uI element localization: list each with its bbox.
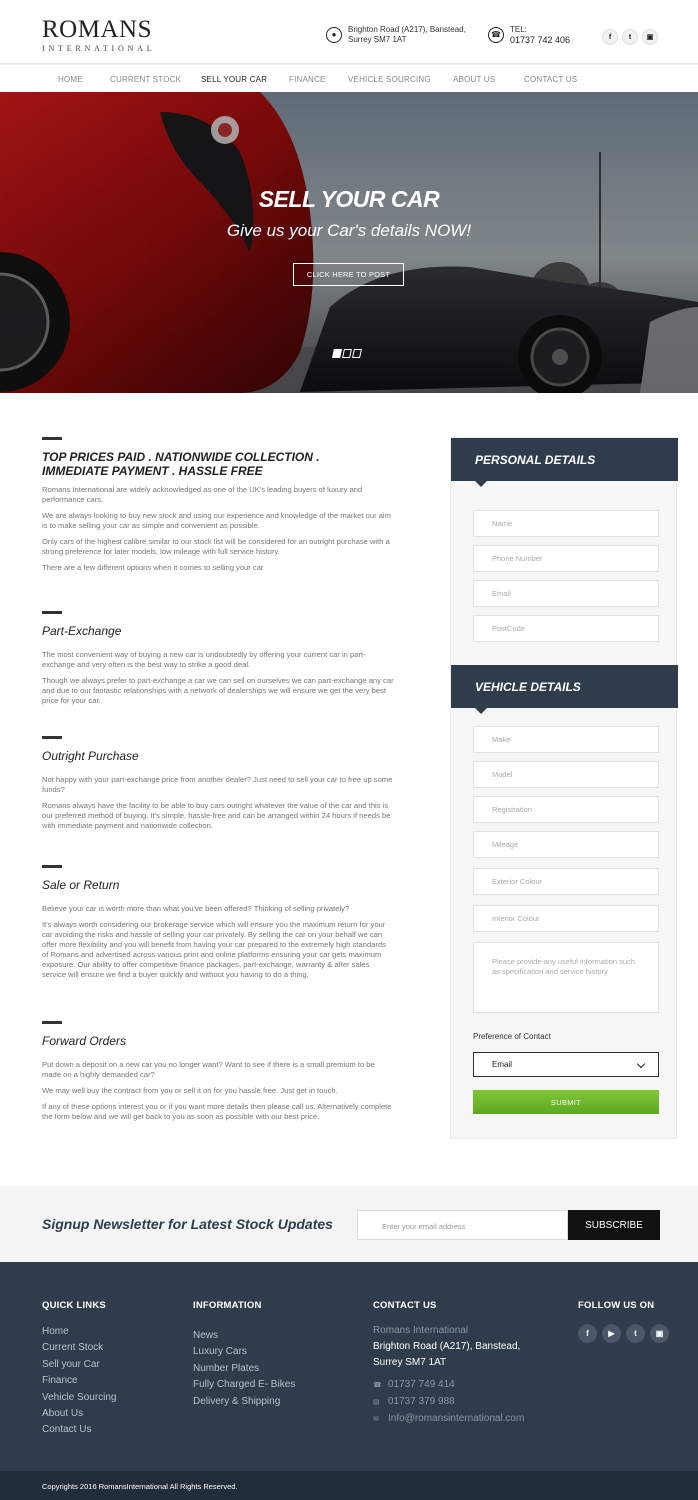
personal-details-heading: PERSONAL DETAILS [451,438,678,481]
intro-heading-line2: IMMEDIATE PAYMENT . HASSLE FREE [42,464,263,478]
footer-quick-links [42,1300,117,1439]
footer-link-home[interactable]: Home [42,1326,69,1337]
location-pin-icon: ● [326,27,342,43]
follow-heading: FOLLOW US ON [578,1300,655,1311]
fax-icon: ▤ [373,1399,380,1406]
sale-return-paragraph: It's always worth considering our brokerage service which will ensure you the maximum return for your car avoiding the risks and hassle of selling your car privately. By selling the car on your behalf we can offer more flexibility and you will benefit from having your car prepared to the extremely high standards of Romans and advertised across various print and online platforms ensuring your car gets maximum exposure. Our ability to offer competitive finance packages, part-exchange, warranty & after sales service will ensure we find a buyer quickly and without you having to do a thing. [42,920,386,979]
main-nav [0,64,698,92]
part-exchange-paragraph: Though we always prefer to part-exchange a car we can sell on ourselves we can part-exchange any car and due to our fantastic relationships with a network of dealerships we will ensure we get the very best price for your car. [42,676,394,705]
footer-information [193,1300,295,1410]
logo-sub-text: INTERNATIONAL [42,44,156,53]
interior-colour-input[interactable]: Interior Colour [473,905,659,932]
nav-vehicle-sourcing[interactable]: VEHICLE SOURCING [348,75,431,84]
site-header [0,0,698,64]
footer-link-luxury-cars[interactable]: Luxury Cars [193,1346,247,1358]
contact-phone-row[interactable] [373,1377,524,1394]
instagram-icon[interactable]: ▣ [642,29,658,45]
vehicle-details-heading: VEHICLE DETAILS [451,665,678,708]
part-exchange-section [42,611,394,706]
outright-paragraph: Romans always have the facility to be able to buy cars outright whatever the value of the car and this is our preferred method of buying. It's simple, hassle-free and can be arranged within 24 hours if needs be with immediate payment and nationwide collection. [42,801,391,830]
contact-address-line1: Brighton Road (A217), Banstead, [373,1341,521,1352]
exterior-colour-input[interactable]: Exterior Colour [473,868,659,895]
quick-links-heading: QUICK LINKS [42,1300,106,1311]
intro-section [42,437,394,573]
header-address-line2: Surrey SM7 1AT [348,35,407,44]
submit-button[interactable]: SUBMIT [473,1090,659,1114]
contact-preference-label: Preference of Contact [473,1032,551,1041]
footer-link-current-stock[interactable]: Current Stock [42,1342,104,1354]
section-divider [42,736,62,739]
footer-link-sell-your-car[interactable]: Sell your Car [42,1358,100,1370]
footer-link-delivery[interactable]: Delivery & Shipping [193,1395,281,1407]
footer-link-news[interactable]: News [193,1330,219,1341]
section-divider [42,611,62,614]
contact-preference-value: Email [492,1060,513,1069]
contact-address-line2: Surrey SM7 1AT [373,1357,447,1368]
part-exchange-heading: Part-Exchange [42,624,122,638]
phone-input[interactable]: Phone Number [473,545,659,572]
header-address-line1: Brighton Road (A217), Banstead, [348,25,466,34]
site-footer [0,1262,698,1471]
hero-car-image [0,92,698,393]
contact-email-row[interactable] [373,1411,524,1428]
facebook-icon[interactable]: f [602,29,618,45]
contact-email: Info@romansinternational.com [388,1413,525,1424]
nav-sell-your-car[interactable]: SELL YOUR CAR [201,75,268,84]
header-tel-label: TEL: [510,25,527,34]
mileage-input[interactable]: Mileage [473,831,659,858]
header-social [602,29,658,45]
model-input[interactable]: Model [473,761,659,788]
sale-return-section [42,865,394,980]
outright-section [42,736,394,831]
email-input[interactable]: Email [473,580,659,607]
footer-social [578,1324,669,1343]
nav-finance[interactable]: FINANCE [289,75,326,84]
contact-phone: 01737 749 414 [388,1379,455,1390]
subscribe-button[interactable]: SUBSCRIBE [568,1210,660,1240]
sale-return-heading: Sale or Return [42,878,120,892]
intro-heading [42,450,394,478]
sell-car-form [450,437,677,1139]
additional-info-textarea[interactable]: Please provide any useful information such as specification and service history [473,942,659,1013]
phone-icon: ☎ [373,1382,382,1389]
footer-link-contact-us[interactable]: Contact Us [42,1424,92,1436]
forward-orders-paragraph: If any of these options interest you or if you want more details then please call us. Alternatively complete the form below and we will get back to you as soon as possible with our best price. [42,1102,392,1121]
make-input[interactable]: Make [473,726,659,753]
outright-paragraph: Not happy with your part-exchange price from another dealer? Just need to sell your car to free up some funds? [42,775,393,794]
copyright-text: Copyrights 2016 RomansInternational All Rights Reserved. [42,1482,238,1491]
slider-dot[interactable] [352,349,362,358]
footer-contact [373,1300,524,1428]
footer-link-e-bikes[interactable]: Fully Charged E- Bikes [193,1379,296,1391]
forward-orders-paragraph: Put down a deposit on a new car you no longer want? Want to see if there is a small premium to be made on a highly demanded car? [42,1060,375,1079]
nav-home[interactable]: HOME [58,75,83,84]
contact-fax: 01737 379 988 [388,1396,455,1407]
contact-preference-select[interactable] [473,1052,659,1077]
section-divider [42,1021,62,1024]
newsletter-title: Signup Newsletter for Latest Stock Updates [42,1216,333,1232]
mail-icon: ✉ [373,1416,379,1423]
facebook-icon[interactable]: f [578,1324,597,1343]
copyright-bar [0,1471,698,1500]
twitter-icon[interactable]: t [626,1324,645,1343]
twitter-icon[interactable]: t [622,29,638,45]
postcode-input[interactable]: PostCode [473,615,659,642]
contact-heading: CONTACT US [373,1300,437,1311]
footer-follow [578,1300,669,1343]
logo[interactable] [42,18,155,53]
header-tel-number[interactable]: 01737 742 406 [510,35,571,45]
hero-banner [0,92,698,393]
nav-about-us[interactable]: ABOUT US [453,75,496,84]
sale-return-paragraph: Believe your car is worth more than what you've been offered? Thinking of selling privately? [42,904,350,913]
intro-paragraph: Romans International are widely acknowledged as one of the UK's leading buyers of luxury and performance cars. [42,485,363,504]
name-input[interactable]: Name [473,510,659,537]
hero-subtitle: Give us your Car's details NOW! [226,221,472,240]
intro-paragraph: We are always looking to buy new stock and using our experience and knowledge of the market our aim is to make selling your car as simple and convenient as possible. [42,511,391,530]
instagram-icon[interactable]: ▣ [650,1324,669,1343]
section-divider [42,865,62,868]
newsletter-email-input[interactable]: Enter your email address [357,1210,568,1240]
footer-link-about-us[interactable]: About Us [42,1408,84,1420]
part-exchange-paragraph: The most convenient way of buying a new car is undoubtedly by offering your current car in part-exchange and very often is the best way to strike a good deal. [42,650,366,669]
slider-dots [333,349,361,358]
outright-heading: Outright Purchase [42,749,139,763]
slider-dot[interactable] [332,349,342,358]
contact-company: Romans International [373,1325,469,1336]
footer-link-vehicle-sourcing[interactable]: Vehicle Sourcing [42,1391,117,1403]
intro-paragraph: There are a few different options when it comes to selling your car [42,563,264,572]
forward-orders-heading: Forward Orders [42,1034,127,1048]
newsletter-section [0,1186,698,1262]
registration-input[interactable]: Registration [473,796,659,823]
header-address [326,25,466,45]
chevron-down-icon [637,1060,645,1068]
logo-main-text: ROMANS [42,16,152,43]
intro-heading-line1: TOP PRICES PAID . NATIONWIDE COLLECTION . [42,450,320,464]
forward-orders-paragraph: We may well buy the contract from you or sell it on for you hassle free. Just get in touch. [42,1086,338,1095]
intro-paragraph: Only cars of the highest calibre similar to our stock list will be considered for an outright purchase with a strong preference for later models, low mileage with full service history. [42,537,390,556]
youtube-icon[interactable]: ▶ [602,1324,621,1343]
nav-contact-us[interactable]: CONTACT US [524,75,578,84]
nav-current-stock[interactable]: CURRENT STOCK [110,75,182,84]
section-divider [42,437,62,440]
phone-icon: ☎ [488,27,504,43]
header-phone [488,25,570,45]
slider-dot[interactable] [342,349,352,358]
hero-title: SELL YOUR CAR [258,186,440,212]
contact-fax-row [373,1394,524,1411]
hero-post-button[interactable]: CLICK HERE TO POST [293,263,404,286]
forward-orders-section [42,1021,394,1122]
footer-link-finance[interactable]: Finance [42,1375,78,1387]
footer-link-number-plates[interactable]: Number Plates [193,1362,260,1374]
information-heading: INFORMATION [193,1300,262,1311]
